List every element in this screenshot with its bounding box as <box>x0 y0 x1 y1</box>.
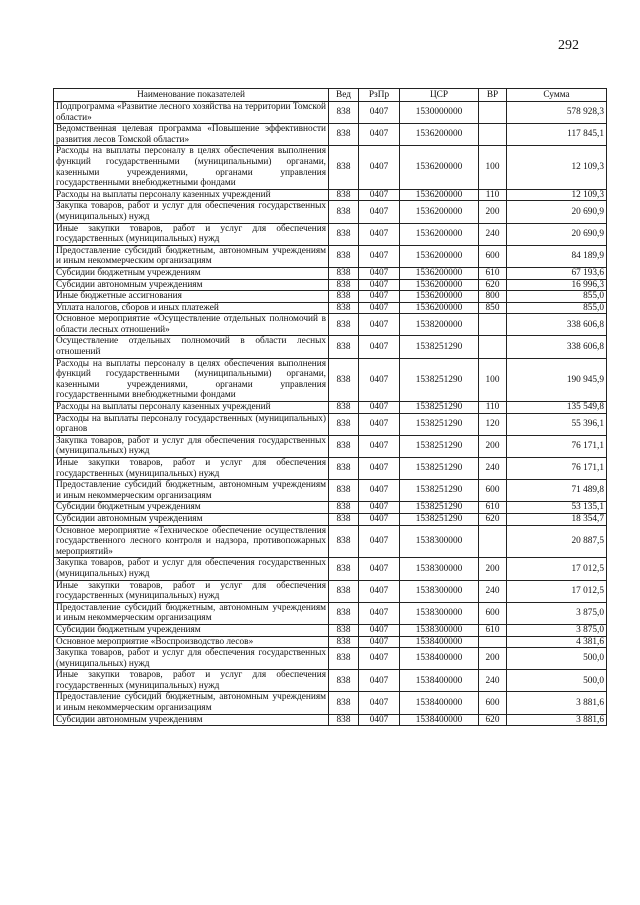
table-row <box>54 314 607 336</box>
table-row <box>54 124 607 146</box>
table-row <box>54 636 607 648</box>
cell-vr <box>479 525 507 558</box>
cell-csr: 1538400000 <box>400 714 479 726</box>
table-row <box>54 223 607 245</box>
cell-rzpr: 0407 <box>359 358 400 401</box>
cell-sum: 20 887,5 <box>507 525 607 558</box>
header-ved: Вед <box>329 89 359 102</box>
cell-name: Подпрограмма «Развитие лесного хозяйства на территории Томской области» <box>54 102 329 124</box>
table-row <box>54 648 607 670</box>
cell-sum: 3 881,6 <box>507 714 607 726</box>
cell-csr: 1538400000 <box>400 648 479 670</box>
table-row <box>54 267 607 279</box>
cell-rzpr: 0407 <box>359 602 400 624</box>
cell-csr: 1538251290 <box>400 336 479 358</box>
cell-vr: 600 <box>479 602 507 624</box>
cell-sum: 4 381,6 <box>507 636 607 648</box>
cell-sum: 18 354,7 <box>507 513 607 525</box>
cell-vr: 600 <box>479 245 507 267</box>
table-row <box>54 201 607 223</box>
cell-name: Расходы на выплаты персоналу казенных учреждений <box>54 402 329 414</box>
cell-name: Иные закупки товаров, работ и услуг для обеспечения государственных (муниципальных) нужд <box>54 580 329 602</box>
cell-csr: 1538251290 <box>400 502 479 514</box>
cell-name: Закупка товаров, работ и услуг для обеспечения государственных (муниципальных) нужд <box>54 648 329 670</box>
cell-ved: 838 <box>329 413 359 435</box>
table-row <box>54 302 607 314</box>
cell-rzpr: 0407 <box>359 714 400 726</box>
cell-rzpr: 0407 <box>359 302 400 314</box>
table-row <box>54 358 607 401</box>
cell-rzpr: 0407 <box>359 458 400 480</box>
table-row <box>54 692 607 714</box>
cell-csr: 1538251290 <box>400 435 479 457</box>
cell-vr: 610 <box>479 624 507 636</box>
cell-name: Предоставление субсидий бюджетным, автономным учреждениям и иным некоммерческим организациям <box>54 602 329 624</box>
table-row <box>54 458 607 480</box>
cell-rzpr: 0407 <box>359 336 400 358</box>
cell-sum: 190 945,9 <box>507 358 607 401</box>
cell-name: Основное мероприятие «Осуществление отдельных полномочий в области лесных отношений» <box>54 314 329 336</box>
cell-ved: 838 <box>329 302 359 314</box>
cell-vr: 240 <box>479 223 507 245</box>
cell-sum: 76 171,1 <box>507 458 607 480</box>
cell-rzpr: 0407 <box>359 580 400 602</box>
cell-ved: 838 <box>329 513 359 525</box>
cell-ved: 838 <box>329 102 359 124</box>
cell-sum: 20 690,9 <box>507 223 607 245</box>
cell-sum: 855,0 <box>507 302 607 314</box>
cell-ved: 838 <box>329 558 359 580</box>
cell-rzpr: 0407 <box>359 513 400 525</box>
table-row <box>54 502 607 514</box>
cell-name: Ведомственная целевая программа «Повышение эффективности развития лесов Томской области» <box>54 124 329 146</box>
cell-rzpr: 0407 <box>359 648 400 670</box>
cell-vr: 200 <box>479 558 507 580</box>
header-csr: ЦСР <box>400 89 479 102</box>
cell-rzpr: 0407 <box>359 435 400 457</box>
cell-name: Предоставление субсидий бюджетным, автономным учреждениям и иным некоммерческим организациям <box>54 692 329 714</box>
cell-rzpr: 0407 <box>359 624 400 636</box>
cell-ved: 838 <box>329 358 359 401</box>
cell-name: Расходы на выплаты персоналу в целях обеспечения выполнения функций государственными (муниципальными) органами, казенными учреждениями, органами управления государственными внебюджетными фондами <box>54 358 329 401</box>
cell-csr: 1536200000 <box>400 223 479 245</box>
cell-name: Уплата налогов, сборов и иных платежей <box>54 302 329 314</box>
cell-rzpr: 0407 <box>359 245 400 267</box>
table-row <box>54 189 607 201</box>
cell-csr: 1538251290 <box>400 513 479 525</box>
table-row <box>54 245 607 267</box>
header-vr: ВР <box>479 89 507 102</box>
cell-rzpr: 0407 <box>359 223 400 245</box>
cell-vr: 240 <box>479 458 507 480</box>
cell-vr: 110 <box>479 402 507 414</box>
cell-csr: 1538300000 <box>400 558 479 580</box>
cell-csr: 1536200000 <box>400 267 479 279</box>
cell-name: Предоставление субсидий бюджетным, автономным учреждениям и иным некоммерческим организациям <box>54 480 329 502</box>
table-row <box>54 670 607 692</box>
cell-csr: 1536200000 <box>400 124 479 146</box>
cell-sum: 17 012,5 <box>507 580 607 602</box>
cell-name: Основное мероприятие «Техническое обеспечение осуществления государственного лесного контроля и надзора, противопожарных мероприятий» <box>54 525 329 558</box>
cell-csr: 1536200000 <box>400 291 479 303</box>
cell-ved: 838 <box>329 267 359 279</box>
cell-sum: 3 875,0 <box>507 602 607 624</box>
cell-csr: 1538251290 <box>400 413 479 435</box>
cell-sum: 3 881,6 <box>507 692 607 714</box>
cell-csr: 1538300000 <box>400 602 479 624</box>
cell-rzpr: 0407 <box>359 692 400 714</box>
table-row <box>54 291 607 303</box>
cell-ved: 838 <box>329 602 359 624</box>
cell-rzpr: 0407 <box>359 146 400 189</box>
cell-ved: 838 <box>329 402 359 414</box>
cell-ved: 838 <box>329 435 359 457</box>
cell-rzpr: 0407 <box>359 558 400 580</box>
cell-vr <box>479 636 507 648</box>
cell-name: Субсидии автономным учреждениям <box>54 513 329 525</box>
cell-ved: 838 <box>329 636 359 648</box>
cell-name: Закупка товаров, работ и услуг для обеспечения государственных (муниципальных) нужд <box>54 558 329 580</box>
cell-csr: 1536200000 <box>400 189 479 201</box>
cell-name: Иные закупки товаров, работ и услуг для обеспечения государственных (муниципальных) нужд <box>54 670 329 692</box>
cell-sum: 12 109,3 <box>507 146 607 189</box>
table-row <box>54 714 607 726</box>
cell-name: Закупка товаров, работ и услуг для обеспечения государственных (муниципальных) нужд <box>54 201 329 223</box>
cell-vr: 240 <box>479 580 507 602</box>
cell-vr: 850 <box>479 302 507 314</box>
cell-vr <box>479 336 507 358</box>
cell-vr: 200 <box>479 201 507 223</box>
table-row <box>54 146 607 189</box>
cell-csr: 1538251290 <box>400 458 479 480</box>
cell-ved: 838 <box>329 480 359 502</box>
cell-ved: 838 <box>329 124 359 146</box>
cell-csr: 1538300000 <box>400 525 479 558</box>
cell-vr: 620 <box>479 513 507 525</box>
table-row <box>54 402 607 414</box>
cell-name: Предоставление субсидий бюджетным, автономным учреждениям и иным некоммерческим организациям <box>54 245 329 267</box>
cell-sum: 500,0 <box>507 648 607 670</box>
cell-vr: 610 <box>479 267 507 279</box>
table-body <box>54 102 607 726</box>
cell-ved: 838 <box>329 714 359 726</box>
cell-sum: 20 690,9 <box>507 201 607 223</box>
table-row <box>54 480 607 502</box>
cell-rzpr: 0407 <box>359 267 400 279</box>
table-header-row <box>54 89 607 102</box>
cell-rzpr: 0407 <box>359 102 400 124</box>
cell-sum: 500,0 <box>507 670 607 692</box>
cell-csr: 1538400000 <box>400 692 479 714</box>
cell-ved: 838 <box>329 648 359 670</box>
cell-csr: 1538251290 <box>400 480 479 502</box>
cell-vr: 600 <box>479 480 507 502</box>
cell-ved: 838 <box>329 580 359 602</box>
cell-ved: 838 <box>329 291 359 303</box>
cell-ved: 838 <box>329 502 359 514</box>
cell-sum: 17 012,5 <box>507 558 607 580</box>
cell-vr: 620 <box>479 279 507 291</box>
cell-rzpr: 0407 <box>359 189 400 201</box>
cell-ved: 838 <box>329 692 359 714</box>
cell-vr: 800 <box>479 291 507 303</box>
cell-csr: 1536200000 <box>400 302 479 314</box>
cell-csr: 1536200000 <box>400 146 479 189</box>
cell-csr: 1538300000 <box>400 624 479 636</box>
cell-rzpr: 0407 <box>359 670 400 692</box>
cell-ved: 838 <box>329 223 359 245</box>
cell-rzpr: 0407 <box>359 279 400 291</box>
cell-vr: 100 <box>479 358 507 401</box>
cell-vr: 100 <box>479 146 507 189</box>
cell-vr: 600 <box>479 692 507 714</box>
table-row <box>54 279 607 291</box>
cell-vr: 200 <box>479 435 507 457</box>
cell-csr: 1530000000 <box>400 102 479 124</box>
budget-table <box>53 88 607 726</box>
cell-rzpr: 0407 <box>359 480 400 502</box>
cell-vr: 610 <box>479 502 507 514</box>
cell-ved: 838 <box>329 314 359 336</box>
cell-sum: 16 996,3 <box>507 279 607 291</box>
cell-sum: 53 135,1 <box>507 502 607 514</box>
cell-rzpr: 0407 <box>359 314 400 336</box>
cell-name: Основное мероприятие «Воспроизводство лесов» <box>54 636 329 648</box>
table-row <box>54 336 607 358</box>
page-number: 292 <box>558 38 579 53</box>
cell-name: Иные закупки товаров, работ и услуг для обеспечения государственных (муниципальных) нужд <box>54 223 329 245</box>
header-sum: Сумма <box>507 89 607 102</box>
cell-vr <box>479 314 507 336</box>
cell-ved: 838 <box>329 624 359 636</box>
cell-name: Иные закупки товаров, работ и услуг для обеспечения государственных (муниципальных) нужд <box>54 458 329 480</box>
cell-rzpr: 0407 <box>359 402 400 414</box>
cell-ved: 838 <box>329 189 359 201</box>
table-row <box>54 558 607 580</box>
cell-sum: 338 606,8 <box>507 336 607 358</box>
table-row <box>54 513 607 525</box>
cell-rzpr: 0407 <box>359 291 400 303</box>
cell-ved: 838 <box>329 525 359 558</box>
cell-ved: 838 <box>329 245 359 267</box>
header-name: Наименование показателей <box>54 89 329 102</box>
cell-rzpr: 0407 <box>359 502 400 514</box>
cell-vr: 620 <box>479 714 507 726</box>
table-row <box>54 580 607 602</box>
cell-sum: 55 396,1 <box>507 413 607 435</box>
cell-name: Субсидии бюджетным учреждениям <box>54 267 329 279</box>
cell-sum: 578 928,3 <box>507 102 607 124</box>
cell-name: Субсидии бюджетным учреждениям <box>54 502 329 514</box>
cell-vr: 200 <box>479 648 507 670</box>
cell-name: Расходы на выплаты персоналу в целях обеспечения выполнения функций государственными (муниципальными) органами, казенными учреждениями, органами управления государственными внебюджетными фондами <box>54 146 329 189</box>
table-row <box>54 525 607 558</box>
cell-ved: 838 <box>329 336 359 358</box>
cell-sum: 135 549,8 <box>507 402 607 414</box>
cell-ved: 838 <box>329 670 359 692</box>
cell-csr: 1538400000 <box>400 670 479 692</box>
cell-sum: 67 193,6 <box>507 267 607 279</box>
cell-name: Субсидии автономным учреждениям <box>54 714 329 726</box>
cell-rzpr: 0407 <box>359 201 400 223</box>
cell-vr: 120 <box>479 413 507 435</box>
cell-sum: 855,0 <box>507 291 607 303</box>
cell-vr <box>479 102 507 124</box>
cell-vr: 240 <box>479 670 507 692</box>
cell-sum: 338 606,8 <box>507 314 607 336</box>
cell-sum: 117 845,1 <box>507 124 607 146</box>
cell-sum: 3 875,0 <box>507 624 607 636</box>
cell-rzpr: 0407 <box>359 636 400 648</box>
cell-name: Субсидии автономным учреждениям <box>54 279 329 291</box>
cell-name: Осуществление отдельных полномочий в области лесных отношений <box>54 336 329 358</box>
cell-name: Иные бюджетные ассигнования <box>54 291 329 303</box>
cell-sum: 12 109,3 <box>507 189 607 201</box>
cell-csr: 1536200000 <box>400 201 479 223</box>
cell-ved: 838 <box>329 146 359 189</box>
cell-name: Закупка товаров, работ и услуг для обеспечения государственных (муниципальных) нужд <box>54 435 329 457</box>
cell-sum: 76 171,1 <box>507 435 607 457</box>
cell-csr: 1538300000 <box>400 580 479 602</box>
cell-name: Расходы на выплаты персоналу казенных учреждений <box>54 189 329 201</box>
cell-rzpr: 0407 <box>359 525 400 558</box>
cell-ved: 838 <box>329 201 359 223</box>
table-row <box>54 602 607 624</box>
cell-sum: 84 189,9 <box>507 245 607 267</box>
cell-vr: 110 <box>479 189 507 201</box>
table-row <box>54 102 607 124</box>
header-rzpr: РзПр <box>359 89 400 102</box>
cell-name: Расходы на выплаты персоналу государственных (муниципальных) органов <box>54 413 329 435</box>
cell-csr: 1538251290 <box>400 402 479 414</box>
table-row <box>54 413 607 435</box>
cell-csr: 1538200000 <box>400 314 479 336</box>
table-row <box>54 435 607 457</box>
cell-rzpr: 0407 <box>359 124 400 146</box>
cell-csr: 1538400000 <box>400 636 479 648</box>
cell-name: Субсидии бюджетным учреждениям <box>54 624 329 636</box>
cell-csr: 1538251290 <box>400 358 479 401</box>
table-row <box>54 624 607 636</box>
cell-sum: 71 489,8 <box>507 480 607 502</box>
cell-ved: 838 <box>329 279 359 291</box>
cell-csr: 1536200000 <box>400 279 479 291</box>
cell-ved: 838 <box>329 458 359 480</box>
cell-csr: 1536200000 <box>400 245 479 267</box>
cell-vr <box>479 124 507 146</box>
cell-rzpr: 0407 <box>359 413 400 435</box>
